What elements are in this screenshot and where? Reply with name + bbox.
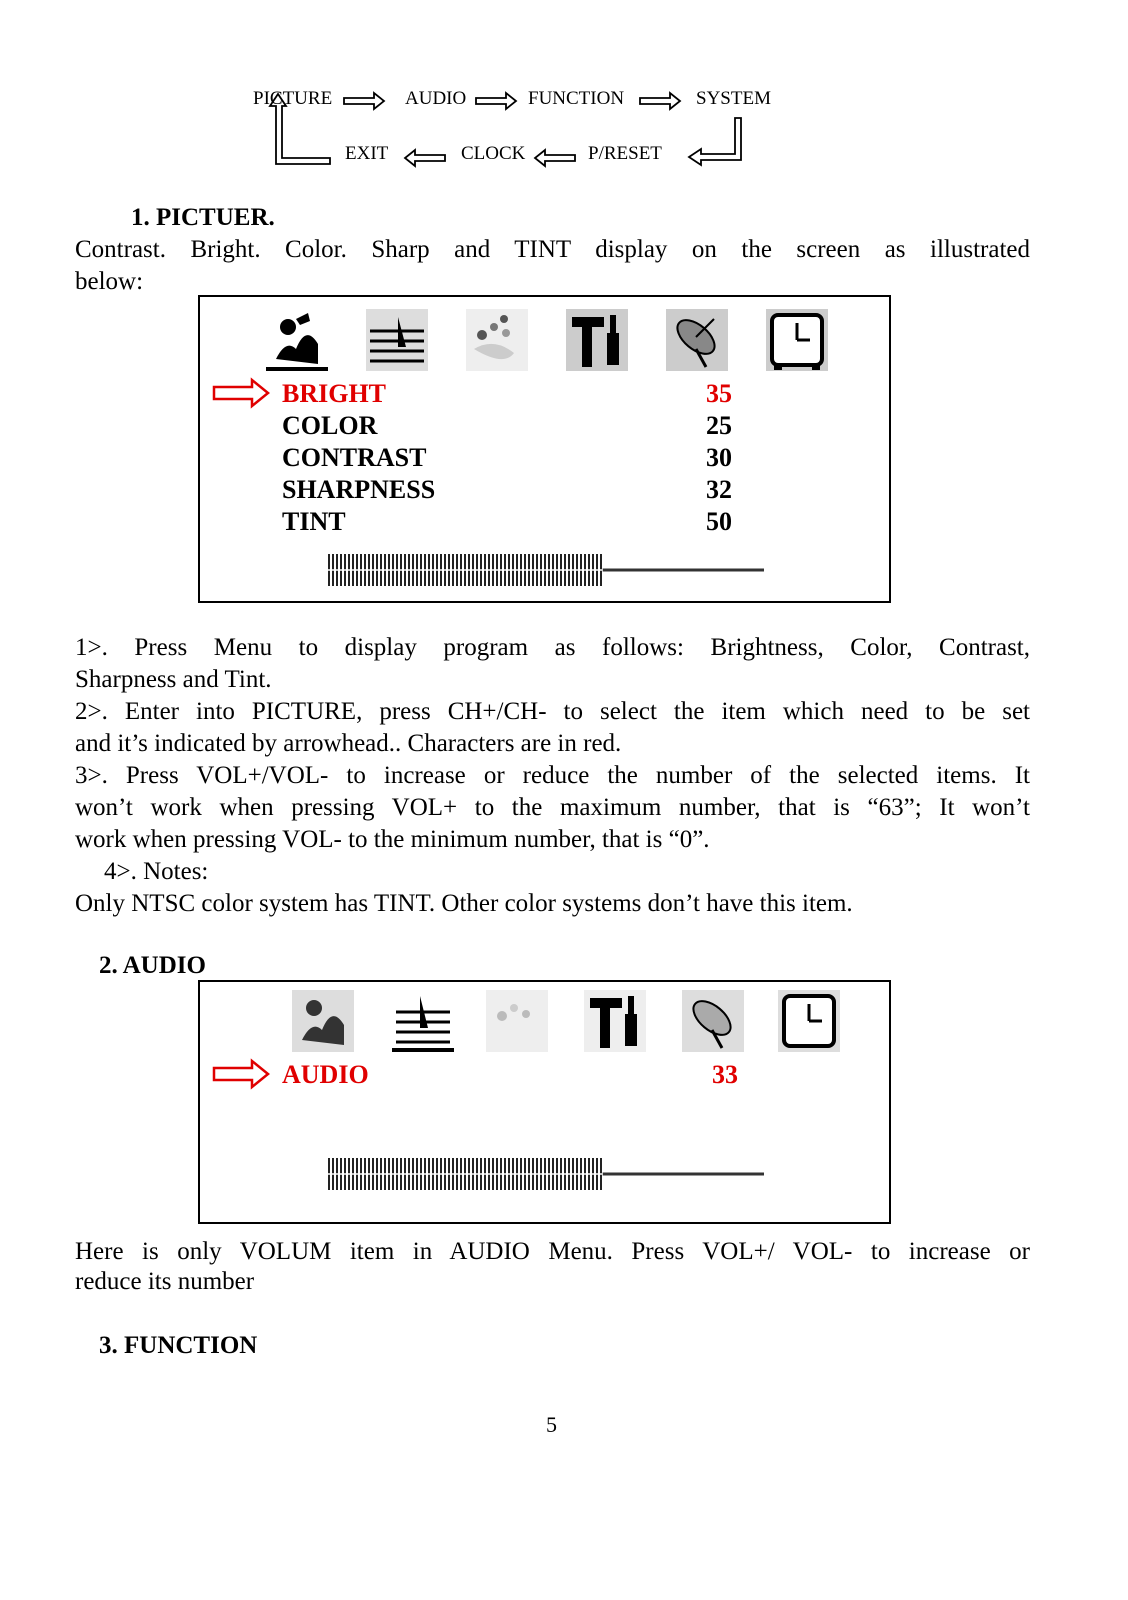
menu-item-label[interactable]: CONTRAST (282, 443, 427, 472)
level-slider[interactable] (328, 1156, 764, 1192)
function-icon (466, 309, 528, 371)
flow-audio: AUDIO (405, 88, 467, 109)
audio-description: Here is only VOLUM item in AUDIO Menu. Press VOL+/ VOL- to increase or (75, 1238, 1030, 1265)
clock-icon (766, 309, 828, 371)
clock-icon (778, 990, 840, 1052)
step-text: 3>. Press VOL+/VOL- to increase or reduce the number of the selected items. It (75, 762, 1030, 789)
audio-icon (366, 309, 428, 371)
level-fill (328, 554, 603, 586)
step-text: 1>. Press Menu to display program as follows: Brightness, Color, Contrast, (75, 634, 1030, 661)
section-heading-audio: 2. AUDIO (99, 952, 206, 979)
section-heading-function: 3. FUNCTION (99, 1332, 258, 1359)
step-text: work when pressing VOL- to the minimum number, that is “0”. (75, 826, 710, 853)
flow-clock: CLOCK (461, 143, 526, 164)
tools-icon (584, 990, 646, 1052)
tools-icon (566, 309, 628, 371)
flow-arrows (240, 80, 800, 180)
section-heading-picture: 1. PICTUER. (131, 204, 275, 231)
menu-item-value: 32 (706, 475, 732, 504)
flow-system: SYSTEM (696, 88, 771, 109)
arrow-right-icon (640, 93, 680, 109)
level-fill (328, 1158, 603, 1190)
menu-item-value: 25 (706, 411, 732, 440)
arrow-right-icon (476, 93, 516, 109)
intro-line: Contrast. Bright. Color. Sharp and TINT display on the screen as illustrated (75, 236, 1030, 263)
intro-line: below: (75, 268, 144, 295)
menu-item-value: 35 (706, 379, 732, 408)
step-text: Only NTSC color system has TINT. Other color systems don’t have this item. (75, 890, 853, 917)
function-icon (486, 990, 548, 1052)
satellite-icon (666, 309, 728, 371)
page-number: 5 (546, 1412, 557, 1437)
audio-icon (392, 990, 454, 1052)
menu-item-value: 30 (706, 443, 732, 472)
step-text: 2>. Enter into PICTURE, press CH+/CH- to select the item which need to be set (75, 698, 1030, 725)
step-text: and it’s indicated by arrowhead.. Characters are in red. (75, 730, 622, 757)
menu-item-label[interactable]: TINT (282, 507, 346, 536)
picture-menu-screen (198, 295, 891, 603)
level-slider[interactable] (328, 552, 764, 588)
arrow-up-return-icon (270, 94, 330, 164)
picture-icon (292, 990, 354, 1052)
step-text: won’t work when pressing VOL+ to the maximum number, that is “63”; It won’t (75, 794, 1030, 821)
menu-item-value: 50 (706, 507, 732, 536)
menu-item-label[interactable]: SHARPNESS (282, 475, 436, 504)
menu-item-label[interactable]: BRIGHT (282, 379, 387, 408)
arrow-left-icon (535, 150, 575, 166)
menu-item-value: 33 (712, 1060, 738, 1089)
flow-function: FUNCTION (528, 88, 625, 109)
arrow-left-icon (405, 150, 445, 166)
menu-item-label[interactable]: COLOR (282, 411, 378, 440)
flow-exit: EXIT (345, 143, 389, 164)
flow-preset: P/RESET (588, 143, 662, 164)
menu-item-label[interactable]: AUDIO (282, 1060, 369, 1089)
step-text: 4>. Notes: (104, 858, 209, 885)
picture-icon (266, 309, 328, 371)
step-text: Sharpness and Tint. (75, 666, 272, 693)
audio-menu-screen (198, 980, 891, 1224)
arrow-return-icon (689, 118, 741, 165)
satellite-icon (682, 990, 744, 1052)
flow-picture: PICTURE (253, 88, 333, 109)
audio-description: reduce its number (75, 1268, 255, 1295)
selection-arrow-icon (212, 377, 272, 409)
arrow-right-icon (344, 93, 384, 109)
selection-arrow-icon (212, 1058, 272, 1090)
